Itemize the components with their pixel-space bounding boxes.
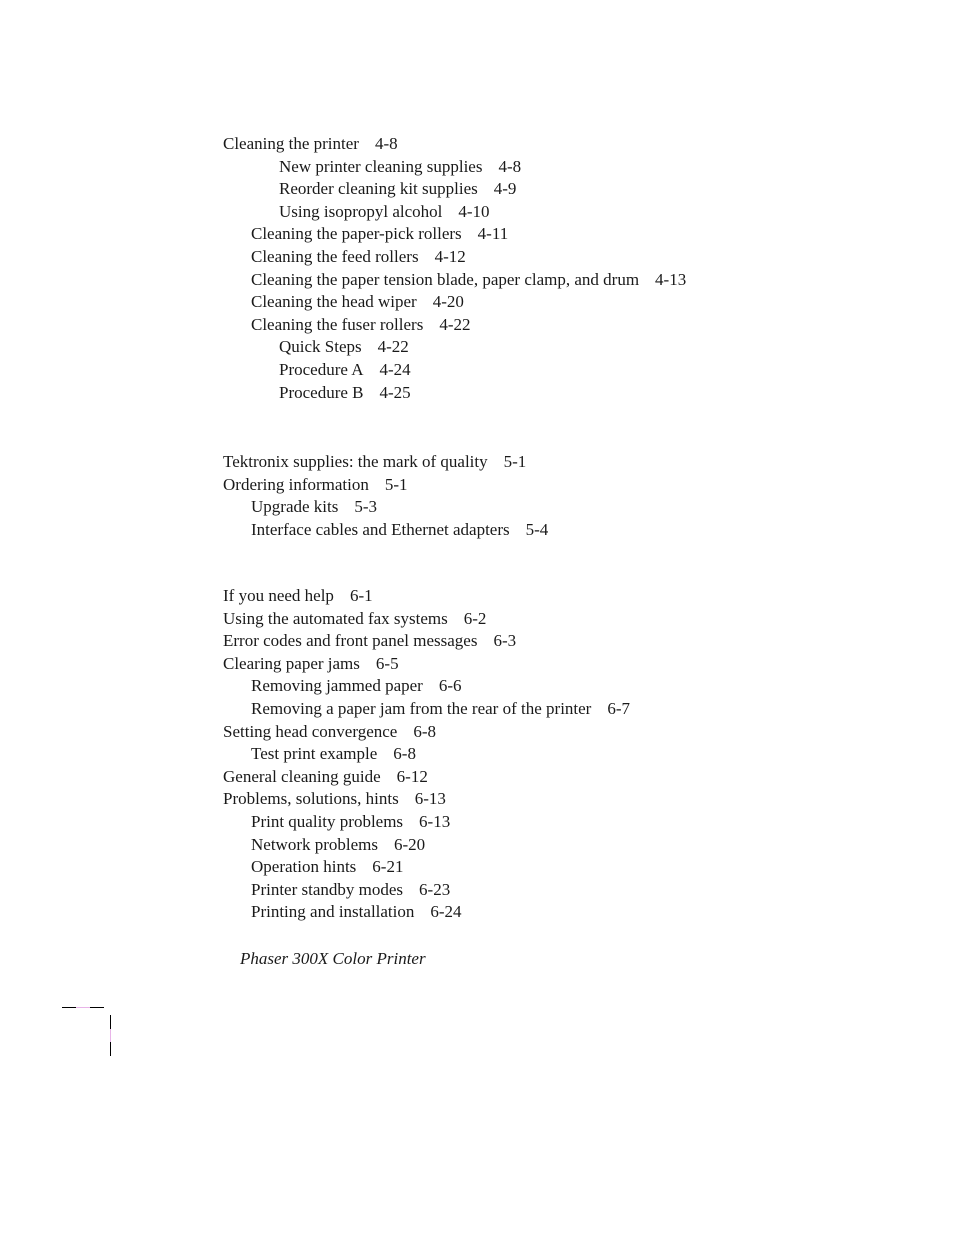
toc-entry-page-number: 4-22: [377, 337, 409, 357]
toc-entry: [223, 654, 399, 674]
toc-entry: [223, 767, 428, 787]
toc-entry: [279, 360, 411, 380]
crop-mark: [76, 1007, 90, 1008]
toc-entry-title: Interface cables and Ethernet adapters: [251, 519, 510, 539]
toc-entry-page-number: 6-20: [394, 834, 426, 854]
toc-entry: [251, 224, 508, 244]
toc-entry-title: Problems, solutions, hints: [223, 789, 399, 809]
toc-entry-page-number: 5-1: [503, 452, 527, 471]
toc-entry-title: If you need help: [223, 586, 334, 605]
toc-entry-title: Operation hints: [251, 857, 357, 877]
toc-entry-title: Cleaning the fuser rollers: [251, 314, 424, 334]
toc-entry: [251, 315, 470, 335]
toc-entry-title: Procedure B: [279, 382, 364, 402]
toc-entry-title: Removing a paper jam from the rear of the printer: [251, 699, 592, 718]
toc-entry: [223, 631, 516, 651]
toc-entry: [223, 722, 436, 742]
toc-entry-page-number: 4-10: [458, 201, 490, 221]
toc-entry-page-number: 4-25: [379, 382, 411, 402]
toc-entry-title: General cleaning guide: [223, 766, 381, 786]
toc-entry: [223, 789, 446, 809]
toc-entry-page-number: 4-11: [477, 224, 509, 244]
toc-entry-title: Cleaning the printer: [223, 134, 359, 153]
crop-mark: [110, 1015, 111, 1029]
toc-entry-title: Ordering information: [223, 474, 369, 494]
toc-entry-page-number: 4-22: [439, 314, 471, 334]
toc-entry-page-number: 6-12: [396, 766, 428, 786]
toc-entry-title: Cleaning the paper-pick rollers: [251, 224, 462, 244]
toc-entry-title: Cleaning the paper tension blade, paper clamp, and drum: [251, 269, 640, 289]
toc-entry: [251, 676, 462, 696]
toc-entry-title: Upgrade kits: [251, 497, 339, 517]
toc-entry: [279, 202, 490, 222]
toc-entry-title: Setting head convergence: [223, 721, 398, 741]
toc-entry-title: Error codes and front panel messages: [223, 631, 478, 651]
toc-entry-page-number: 6-3: [493, 631, 517, 651]
toc-entry: [251, 247, 466, 267]
toc-entry-title: Cleaning the head wiper: [251, 292, 417, 312]
footer-book-title: Phaser 300X Color Printer: [240, 949, 426, 968]
toc-entry-page-number: 6-7: [607, 699, 631, 718]
toc-entry-title: Reorder cleaning kit supplies: [279, 179, 478, 199]
toc-entry-title: Procedure A: [279, 360, 364, 379]
toc-entry-page-number: 6-13: [419, 812, 451, 831]
toc-entry-page-number: 6-1: [349, 586, 373, 605]
toc-entry: [279, 383, 411, 403]
toc-entry-title: Removing jammed paper: [251, 676, 423, 696]
toc-entry: [251, 292, 464, 312]
crop-mark: [110, 1029, 111, 1042]
crop-mark: [110, 1042, 111, 1056]
toc-entry-page-number: 4-8: [498, 156, 522, 176]
toc-entry: [251, 497, 377, 517]
toc-entry-page-number: 6-21: [372, 857, 404, 877]
toc-entry-page-number: 4-8: [374, 134, 398, 153]
toc-entry-title: Cleaning the feed rollers: [251, 247, 419, 266]
toc-entry-title: Clearing paper jams: [223, 653, 360, 673]
toc-entry: [251, 744, 416, 764]
toc-entry: [223, 475, 408, 495]
toc-entry-page-number: 6-5: [375, 653, 399, 673]
toc-entry: [223, 586, 373, 606]
toc-entry: [251, 699, 630, 719]
toc-entry: [251, 857, 403, 877]
crop-mark: [62, 1007, 76, 1008]
toc-entry: [251, 835, 425, 855]
toc-entry-title: Printing and installation: [251, 902, 415, 922]
toc-entry: [223, 609, 486, 629]
toc-entry: [223, 452, 526, 472]
toc-entry: [251, 812, 450, 832]
toc-entry-page-number: 4-12: [434, 247, 466, 266]
toc-entry-page-number: 5-4: [525, 519, 549, 539]
toc-entry-title: New printer cleaning supplies: [279, 156, 483, 176]
toc-entry-page-number: 6-23: [419, 879, 451, 899]
toc-entry: [223, 134, 398, 154]
toc-entry-title: Quick Steps: [279, 337, 362, 357]
toc-entry: [251, 902, 462, 922]
toc-entry-page-number: 6-6: [438, 676, 462, 696]
toc-entry-title: Test print example: [251, 744, 378, 764]
toc-entry-title: Using isopropyl alcohol: [279, 201, 443, 221]
toc-entry-page-number: 5-3: [354, 497, 378, 517]
toc-entry-title: Print quality problems: [251, 812, 404, 831]
toc-entry-page-number: 4-24: [379, 360, 411, 379]
toc-entry-page-number: 5-1: [384, 474, 408, 494]
toc-entry: [279, 157, 521, 177]
toc-entry-title: Printer standby modes: [251, 879, 404, 899]
crop-mark: [90, 1007, 104, 1008]
toc-entry-title: Using the automated fax systems: [223, 608, 448, 628]
toc-entry-page-number: 4-13: [655, 269, 687, 289]
toc-entry-page-number: 4-9: [493, 179, 517, 199]
toc-entry: [279, 179, 516, 199]
toc-entry-title: Tektronix supplies: the mark of quality: [223, 452, 488, 471]
toc-entry-page-number: 6-8: [413, 721, 437, 741]
toc-entry-page-number: 6-13: [414, 789, 446, 809]
toc-entry-page-number: 4-20: [432, 292, 464, 312]
toc-entry: [251, 270, 686, 290]
toc-entry-title: Network problems: [251, 834, 379, 854]
toc-entry-page-number: 6-2: [463, 608, 487, 628]
toc-entry-page-number: 6-24: [430, 902, 462, 922]
toc-entry-page-number: 6-8: [393, 744, 416, 764]
toc-entry: [279, 337, 409, 357]
toc-entry: [251, 520, 548, 540]
toc-entry: [251, 880, 450, 900]
